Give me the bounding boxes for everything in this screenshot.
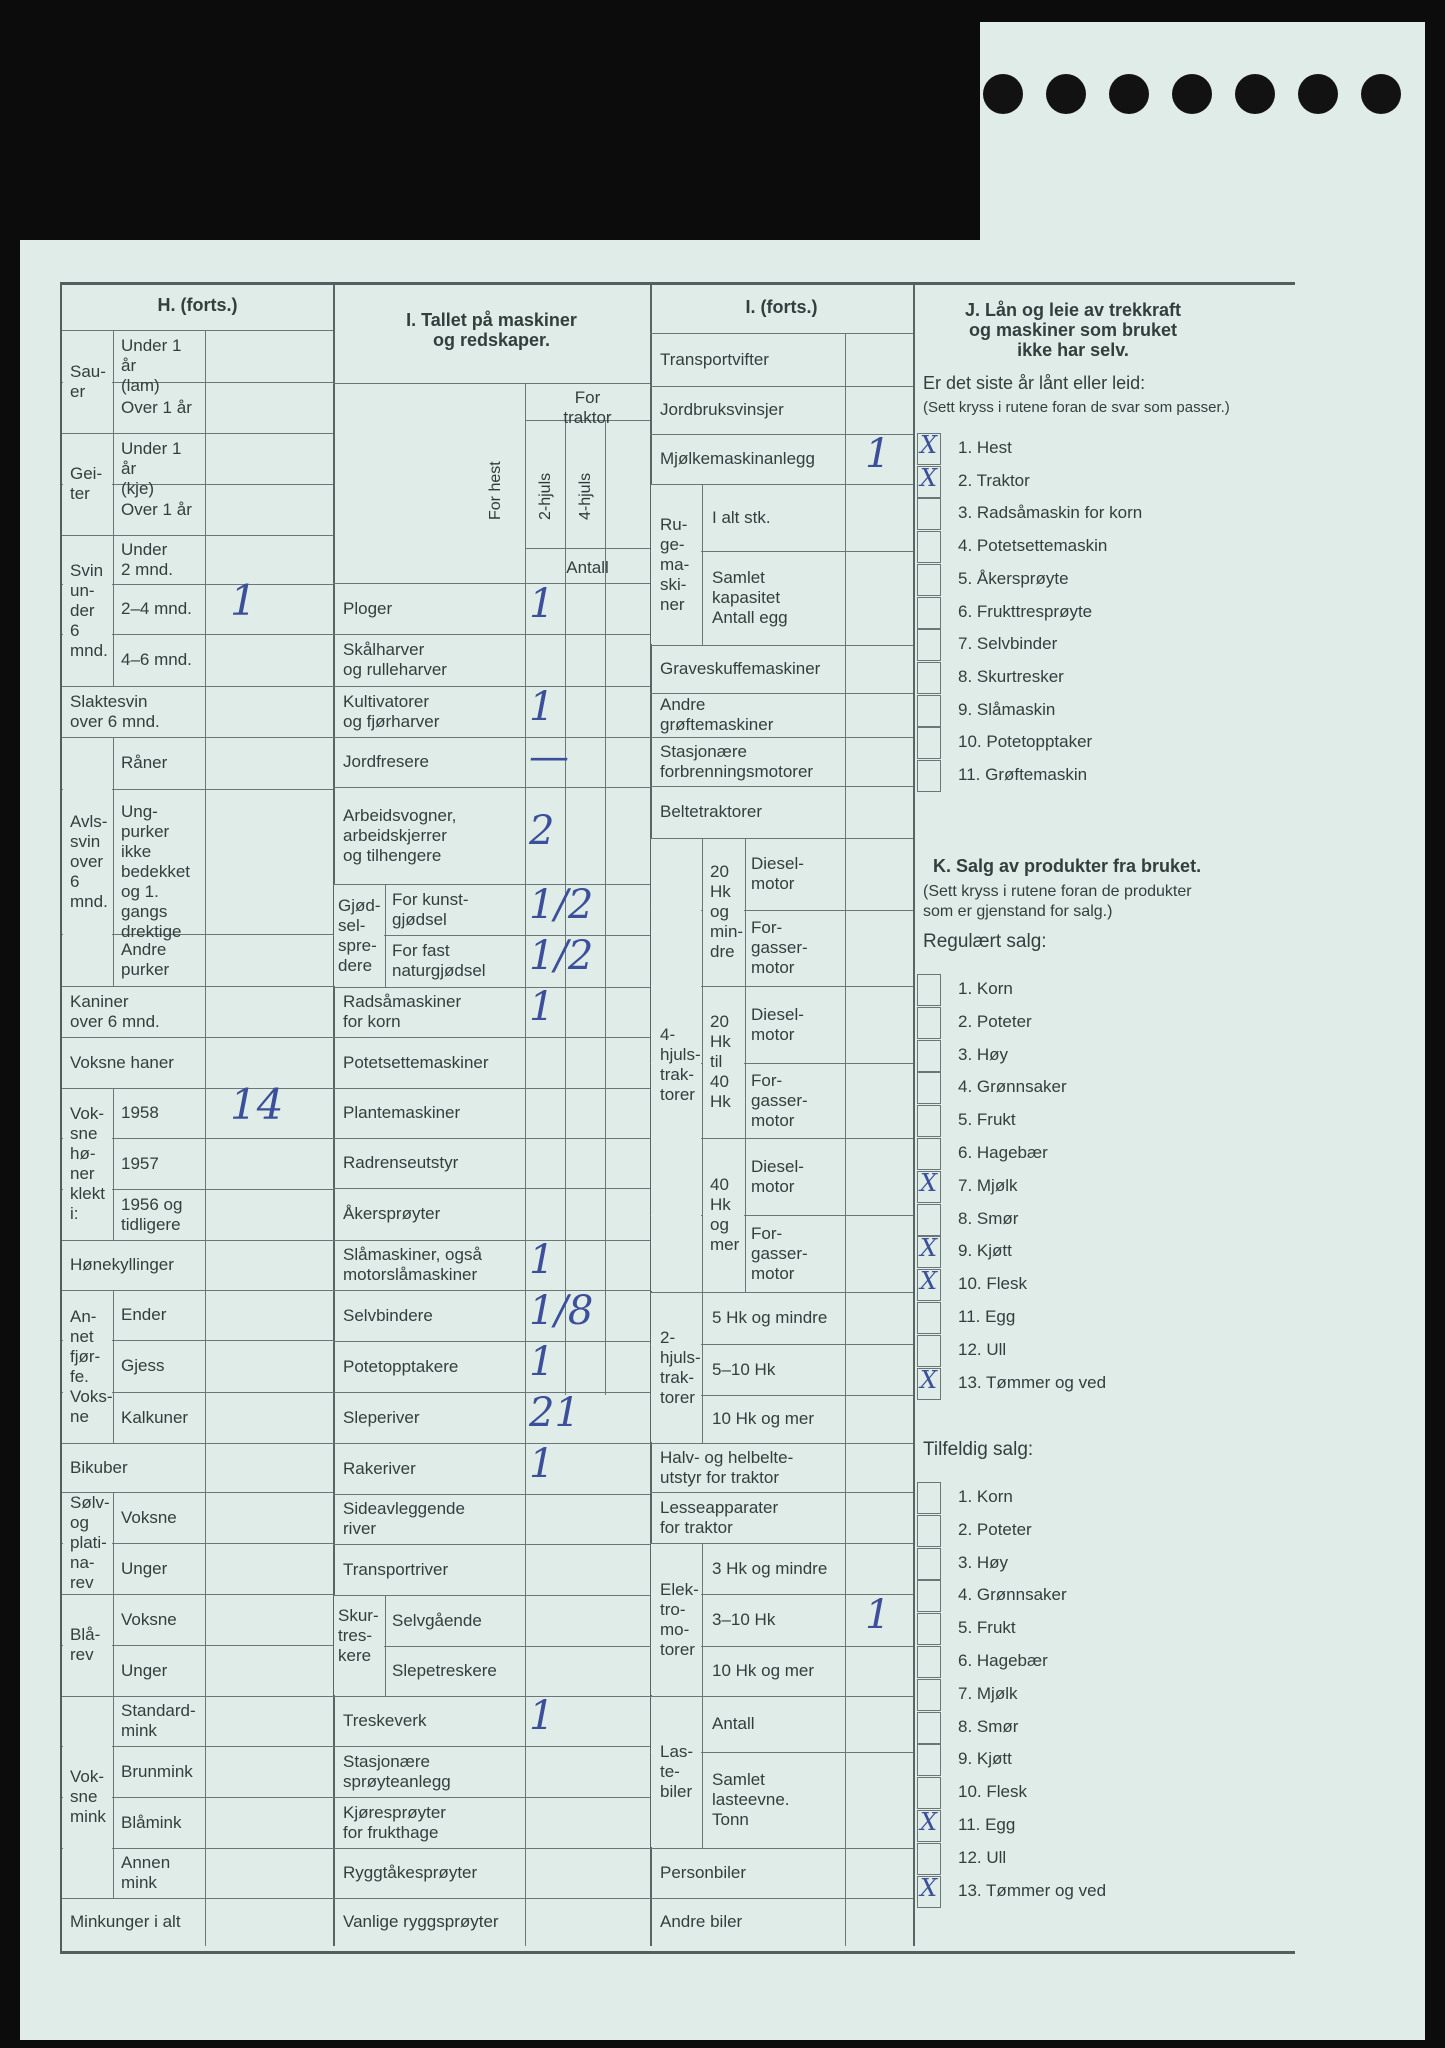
row-group-label: Las- te- biler xyxy=(660,1742,694,1801)
row-group-label: 2- hjuls- trak- torer xyxy=(660,1327,701,1407)
checkbox[interactable] xyxy=(917,727,941,759)
section-i-title: I. Tallet på maskiner og redskaper. xyxy=(406,310,577,350)
section-j-title: J. Lån og leie av trekkraft og maskiner som bruket ikke har selv. xyxy=(964,300,1182,360)
checkbox-label: 2. Poteter xyxy=(958,1519,1032,1539)
row-label: 1956 og tidligere xyxy=(121,1194,183,1234)
grid-line xyxy=(113,1696,114,1898)
grid-line xyxy=(333,1544,650,1545)
row-label: Ung- purker ikke bedekket og 1. gangs drektige xyxy=(121,801,190,941)
row-group-label: Gjød- sel- spre- dere xyxy=(338,895,381,975)
grid-line xyxy=(745,986,746,1138)
row-label: 2–4 mnd. xyxy=(121,599,192,618)
grid-line xyxy=(650,333,913,334)
row-label: Voksne haner xyxy=(70,1052,174,1072)
checkbox[interactable] xyxy=(917,695,941,727)
row-label: Slepetreskere xyxy=(392,1661,497,1680)
checkbox-label: 5. Åkersprøyte xyxy=(958,568,1069,588)
grid-line xyxy=(333,1392,650,1393)
checkbox-label: 8. Smør xyxy=(958,1208,1019,1228)
grid-line xyxy=(650,1898,913,1899)
row-label: Minkunger i alt xyxy=(70,1912,181,1931)
row-group-label: Sau- er xyxy=(70,361,106,401)
grid-line xyxy=(113,433,114,535)
checkbox[interactable] xyxy=(917,531,941,563)
row-label: For- gasser- motor xyxy=(751,918,808,977)
grid-line xyxy=(702,484,703,645)
row-group-label: Gei- ter xyxy=(70,464,103,503)
checkbox-label: 8. Smør xyxy=(958,1716,1019,1736)
grid-line xyxy=(113,1492,114,1594)
row-label: Slaktesvin over 6 mnd. xyxy=(70,691,160,731)
grid-line xyxy=(333,1848,650,1849)
row-label: Voksne xyxy=(121,1507,177,1527)
row-label: Mjølkemaskinanlegg xyxy=(660,449,815,468)
grid-line xyxy=(205,330,206,1946)
checkbox-label: 6. Hagebær xyxy=(958,1651,1048,1670)
section-k-title: K. Salg av produkter fra bruket. xyxy=(933,856,1202,876)
row-label: Andre purker xyxy=(121,940,170,979)
row-label: Radrenseutstyr xyxy=(343,1153,459,1172)
grid-line xyxy=(745,838,746,986)
handwritten-count[interactable]: 1 xyxy=(529,984,555,1030)
checkbox[interactable] xyxy=(917,1302,941,1334)
grid-line xyxy=(62,986,333,987)
row-label: Rakeriver xyxy=(343,1458,416,1478)
row-label: Graveskuffemaskiner xyxy=(660,659,821,678)
row-group-label: Vok- sne mink xyxy=(70,1767,106,1826)
row-label: Kalkuner xyxy=(121,1407,189,1427)
grid-line xyxy=(113,1088,114,1240)
checkbox-label: 6. Hagebær xyxy=(958,1143,1048,1162)
row-label: Slåmaskiner, også motorslåmaskiner xyxy=(343,1245,482,1284)
checkbox-label: 1. Korn xyxy=(958,979,1013,998)
regular-sales-title: Regulært salg: xyxy=(923,931,1047,952)
handwritten-x[interactable]: X xyxy=(920,1873,938,1902)
row-subgroup-label: 20 Hk og min- dre xyxy=(710,862,744,961)
checkbox[interactable] xyxy=(917,974,941,1006)
grid-line xyxy=(650,693,913,694)
row-label: Skålharver og rulleharver xyxy=(343,640,447,679)
checkbox-label: 9. Kjøtt xyxy=(958,1749,1012,1769)
row-group-label: Vok- sne hø- ner klekt i: xyxy=(70,1104,105,1223)
checkbox-label: 7. Selvbinder xyxy=(958,634,1058,654)
row-label: Stasjonære forbrenningsmotorer xyxy=(660,741,814,781)
row-label: Stasjonære sprøyteanlegg xyxy=(343,1751,451,1791)
row-label: 10 Hk og mer xyxy=(712,1661,815,1680)
checkbox-label: 7. Mjølk xyxy=(958,1683,1018,1703)
handwritten-count[interactable]: 1/2 xyxy=(529,881,594,928)
row-label: Ryggtåkesprøyter xyxy=(343,1863,478,1882)
grid-line xyxy=(333,987,650,988)
row-label: Hønekyllinger xyxy=(70,1255,174,1274)
loan-question: Er det siste år lånt eller leid: xyxy=(923,373,1146,393)
checkbox[interactable] xyxy=(917,629,941,661)
row-label: Blåmink xyxy=(121,1812,182,1832)
row-label: Kaniner over 6 mnd. xyxy=(70,991,160,1031)
row-label: Råner xyxy=(121,753,168,772)
punch-hole xyxy=(983,74,1023,114)
row-label: Samlet kapasitet Antall egg xyxy=(712,568,788,627)
row-label: Arbeidsvogner, arbeidskjerrer og tilhengere xyxy=(343,805,457,865)
grid-line xyxy=(702,1292,703,1443)
grid-line xyxy=(333,737,650,738)
checkbox-label: 4. Grønnsaker xyxy=(958,1585,1067,1605)
checkbox-label: 11. Egg xyxy=(958,1307,1016,1326)
checkbox[interactable] xyxy=(917,1482,941,1514)
grid-line xyxy=(333,583,650,584)
checkbox[interactable] xyxy=(917,1679,941,1711)
grid-line xyxy=(650,1848,913,1849)
row-label: Transportriver xyxy=(343,1559,449,1579)
handwritten-count[interactable]: 1 xyxy=(865,431,891,477)
checkbox[interactable] xyxy=(917,1204,941,1236)
binder-tab xyxy=(980,22,1425,252)
checkbox[interactable] xyxy=(917,1613,941,1645)
checkbox[interactable] xyxy=(917,1744,941,1776)
checkbox[interactable] xyxy=(917,1646,941,1678)
checkbox[interactable] xyxy=(917,1712,941,1744)
row-label: Potetsettemaskiner xyxy=(343,1052,489,1072)
row-label: Plantemaskiner xyxy=(343,1103,461,1122)
row-label: 3–10 Hk xyxy=(712,1610,776,1629)
grid-line xyxy=(650,786,913,787)
row-label: For- gasser- motor xyxy=(751,1070,808,1130)
grid-line xyxy=(62,1037,333,1038)
row-label: Andre grøftemaskiner xyxy=(660,695,774,734)
checkbox-label: 5. Frukt xyxy=(958,1110,1016,1130)
grid-line xyxy=(702,1543,703,1696)
handwritten-x[interactable]: X xyxy=(920,1168,938,1197)
row-subgroup-label: 20 Hk til 40 Hk xyxy=(710,1012,731,1111)
grid-line xyxy=(113,737,114,986)
grid-line xyxy=(333,1037,650,1038)
row-label: Diesel- motor xyxy=(751,1004,804,1044)
row-label: Jordfresere xyxy=(343,752,429,771)
row-label: For- gasser- motor xyxy=(751,1223,808,1283)
row-group-label: Blå- rev xyxy=(70,1625,101,1664)
grid-line xyxy=(113,330,114,433)
punch-hole xyxy=(1361,74,1401,114)
punch-hole xyxy=(1109,74,1149,114)
grid-line xyxy=(333,787,650,788)
checkbox[interactable] xyxy=(917,1007,941,1039)
grid-line xyxy=(62,1898,333,1899)
checkbox-label: 10. Flesk xyxy=(958,1782,1027,1802)
sales-instruction: (Sett kryss i rutene foran de produkter som er gjenstand for salg.) xyxy=(923,883,1192,920)
checkbox-label: 13. Tømmer og ved xyxy=(958,1880,1107,1900)
row-group-label: Avls- svin over 6 mnd. xyxy=(70,811,108,911)
grid-line xyxy=(113,535,114,686)
checkbox-label: 6. Frukttresprøyte xyxy=(958,601,1093,621)
grid-line xyxy=(702,1696,703,1848)
row-subgroup-label: 40 Hk og mer xyxy=(710,1175,740,1254)
row-label: Ender xyxy=(121,1305,167,1324)
row-label: Gjess xyxy=(121,1356,165,1375)
grid-line xyxy=(62,1240,333,1241)
row-label: Personbiler xyxy=(660,1863,746,1882)
checkbox-label: 1. Korn xyxy=(958,1487,1013,1506)
checkbox[interactable] xyxy=(917,1548,941,1580)
handwritten-count[interactable]: 1 xyxy=(865,1592,891,1638)
row-group-label: Svin un- der 6 mnd. xyxy=(70,560,108,660)
handwritten-count[interactable]: 1/2 xyxy=(529,933,594,979)
checkbox-label: 2. Traktor xyxy=(958,470,1030,490)
handwritten-count[interactable]: 1 xyxy=(529,683,555,730)
handwritten-x[interactable]: X xyxy=(920,463,938,492)
checkbox[interactable] xyxy=(917,498,941,530)
row-label: Brunmink xyxy=(121,1761,193,1781)
row-label: 3 Hk og mindre xyxy=(712,1558,828,1578)
punch-hole xyxy=(1172,74,1212,114)
checkbox[interactable] xyxy=(917,597,941,629)
handwritten-count[interactable]: 1 xyxy=(529,1338,555,1385)
grid-line xyxy=(62,1443,333,1444)
checkbox-label: 11. Grøftemaskin xyxy=(958,765,1088,784)
occasional-sales-title: Tilfeldig salg: xyxy=(923,1439,1034,1460)
handwritten-count[interactable]: 14 xyxy=(230,1080,284,1129)
grid-line xyxy=(745,1138,746,1292)
handwritten-count[interactable]: 1 xyxy=(529,1237,555,1283)
checkbox-label: 13. Tømmer og ved xyxy=(958,1372,1107,1392)
checkbox-label: 8. Skurtresker xyxy=(958,666,1064,686)
checkbox[interactable] xyxy=(917,1335,941,1367)
grid-line xyxy=(333,1341,650,1342)
row-label: 1958 xyxy=(121,1103,159,1122)
checkbox[interactable] xyxy=(917,1105,941,1137)
grid-line xyxy=(333,1746,650,1747)
checkbox-label: 9. Slåmaskin xyxy=(958,699,1056,719)
row-label: Radsåmaskiner for korn xyxy=(343,992,462,1031)
grid-line xyxy=(333,1696,650,1697)
row-label: Diesel- motor xyxy=(751,1156,804,1196)
row-label: Vanlige ryggsprøyter xyxy=(343,1912,499,1931)
row-group-label: Skur- tres- kere xyxy=(338,1605,379,1665)
handwritten-x[interactable]: X xyxy=(920,1808,938,1836)
checkbox-label: 3. Høy xyxy=(958,1044,1009,1064)
grid-line xyxy=(650,737,913,738)
row-label: Unger xyxy=(121,1660,168,1680)
checkbox-label: 10. Potetopptaker xyxy=(958,732,1093,752)
handwritten-x[interactable]: X xyxy=(920,1365,938,1394)
grid-line xyxy=(650,645,913,646)
row-label: 5 Hk og mindre xyxy=(712,1308,828,1327)
row-label: Under 1 år (lam) xyxy=(121,336,182,395)
section-i2-title: I. (forts.) xyxy=(745,297,818,317)
handwritten-count[interactable]: 1 xyxy=(230,576,257,625)
row-label: Halv- og helbelte- utstyr for traktor xyxy=(660,1447,794,1487)
grid-line xyxy=(113,1290,114,1443)
row-group-label: An- net fjør- fe. Voks- ne xyxy=(70,1306,113,1426)
checkbox-label: 12. Ull xyxy=(958,1847,1007,1867)
grid-line xyxy=(333,1088,650,1089)
row-label: Ploger xyxy=(343,598,393,618)
grid-line xyxy=(333,686,650,687)
checkbox-label: 3. Radsåmaskin for korn xyxy=(958,503,1143,523)
grid-line xyxy=(62,686,333,687)
handwritten-count[interactable]: 21 xyxy=(529,1389,580,1436)
punch-hole xyxy=(1235,74,1275,114)
punch-hole xyxy=(1298,74,1338,114)
handwritten-count[interactable]: — xyxy=(529,734,569,780)
handwritten-count[interactable]: 1 xyxy=(529,580,555,627)
antall-label: Antall xyxy=(566,558,609,577)
row-label: Diesel- motor xyxy=(751,854,804,893)
grid-line xyxy=(913,285,915,1946)
row-group-label: Elek- tro- mo- torer xyxy=(660,1579,699,1659)
row-label: Over 1 år xyxy=(121,499,192,519)
grid-line xyxy=(525,383,526,583)
two-wheel-label: 2-hjuls xyxy=(537,472,554,520)
row-label: For fast naturgjødsel xyxy=(392,941,486,980)
row-label: Kjøresprøyter for frukthage xyxy=(343,1802,446,1842)
checkbox[interactable] xyxy=(917,1138,941,1170)
row-label: For kunst- gjødsel xyxy=(392,889,469,929)
row-label: 5–10 Hk xyxy=(712,1359,776,1379)
checkbox[interactable] xyxy=(917,1777,941,1809)
checkbox-label: 5. Frukt xyxy=(958,1618,1016,1638)
row-label: Kultivatorer og fjørharver xyxy=(343,691,440,731)
loan-instruction: (Sett kryss i rutene foran de svar som passer.) xyxy=(923,399,1230,416)
checkbox-label: 4. Grønnsaker xyxy=(958,1077,1067,1097)
checkbox-label: 10. Flesk xyxy=(958,1274,1027,1294)
row-label: Voksne xyxy=(121,1609,177,1629)
row-label: 10 Hk og mer xyxy=(712,1409,815,1428)
row-label: Over 1 år xyxy=(121,397,192,417)
row-label: Potetopptakere xyxy=(343,1356,459,1376)
row-label: Annen mink xyxy=(121,1853,171,1892)
handwritten-count[interactable]: 1/8 xyxy=(529,1287,594,1334)
row-label: 4–6 mnd. xyxy=(121,650,192,669)
handwritten-count[interactable]: 1 xyxy=(529,1693,555,1739)
row-label: Sleperiver xyxy=(343,1407,420,1427)
checkbox-label: 11. Egg xyxy=(958,1815,1016,1834)
grid-line xyxy=(650,386,913,387)
grid-line xyxy=(650,1443,913,1444)
row-group-label: Sølv- og plati- na- rev xyxy=(70,1493,110,1592)
row-group-label: Ru- ge- ma- ski- ner xyxy=(660,514,690,614)
section-h-title: H. (forts.) xyxy=(157,295,238,315)
checkbox-label: 4. Potetsettemaskin xyxy=(958,536,1108,556)
handwritten-x[interactable]: X xyxy=(920,1267,938,1296)
checkbox-label: 2. Poteter xyxy=(958,1011,1032,1031)
handwritten-count[interactable]: 2 xyxy=(529,807,555,854)
checkbox[interactable] xyxy=(917,1040,941,1072)
grid-line xyxy=(333,1290,650,1291)
row-label: Unger xyxy=(121,1558,168,1578)
row-label: Bikuber xyxy=(70,1457,128,1477)
punch-hole xyxy=(1046,74,1086,114)
checkbox-label: 3. Høy xyxy=(958,1552,1009,1572)
grid-line xyxy=(525,548,650,549)
handwritten-x[interactable]: X xyxy=(920,1234,938,1263)
grid-line xyxy=(333,1240,650,1241)
row-label: Standard- mink xyxy=(121,1701,196,1740)
grid-line xyxy=(333,634,650,635)
grid-line xyxy=(333,1443,650,1444)
row-label: Selvbindere xyxy=(343,1305,433,1325)
grid-line xyxy=(333,1138,650,1139)
row-label: Treskeverk xyxy=(343,1711,427,1730)
checkbox[interactable] xyxy=(917,1580,941,1612)
grid-line xyxy=(845,333,846,1946)
checkbox[interactable] xyxy=(917,1072,941,1104)
checkbox[interactable] xyxy=(917,760,941,792)
checkbox[interactable] xyxy=(917,1843,941,1875)
row-label: Antall xyxy=(712,1714,755,1733)
four-wheel-label: 4-hjuls xyxy=(577,472,594,520)
for-traktor-label: For traktor xyxy=(563,388,612,427)
grid-line xyxy=(333,383,650,384)
row-label: Åkersprøyter xyxy=(343,1204,441,1223)
row-label: Samlet lasteevne. Tonn xyxy=(712,1770,790,1829)
handwritten-x[interactable]: X xyxy=(920,431,938,459)
checkbox[interactable] xyxy=(917,662,941,694)
row-label: I alt stk. xyxy=(712,507,771,527)
grid-line xyxy=(333,1898,650,1899)
grid-line xyxy=(333,1188,650,1189)
row-label: Jordbruksvinsjer xyxy=(660,400,784,419)
for-hest-label: For hest xyxy=(487,461,504,520)
checkbox[interactable] xyxy=(917,564,941,596)
checkbox[interactable] xyxy=(917,1515,941,1547)
handwritten-count[interactable]: 1 xyxy=(529,1440,555,1487)
row-label: Transportvifter xyxy=(660,349,769,369)
checkbox-label: 7. Mjølk xyxy=(958,1175,1018,1195)
row-label: Under 2 mnd. xyxy=(121,539,173,579)
row-label: Lesseapparater for traktor xyxy=(660,1497,779,1537)
row-group-label: 4- hjuls- trak- torer xyxy=(660,1025,701,1104)
checkbox-label: 12. Ull xyxy=(958,1339,1007,1359)
grid-line xyxy=(113,1594,114,1696)
row-label: Selvgående xyxy=(392,1610,482,1630)
row-label: Under 1 år (kje) xyxy=(121,438,182,498)
row-label: Beltetraktorer xyxy=(660,802,763,821)
grid-line xyxy=(333,1797,650,1798)
checkbox-label: 1. Hest xyxy=(958,438,1012,457)
row-label: Sideavleggende river xyxy=(343,1499,465,1538)
grid-line xyxy=(650,1492,913,1493)
checkbox-label: 9. Kjøtt xyxy=(958,1241,1012,1261)
row-label: 1957 xyxy=(121,1153,159,1173)
grid-line xyxy=(333,1494,650,1495)
row-label: Andre biler xyxy=(660,1912,743,1931)
